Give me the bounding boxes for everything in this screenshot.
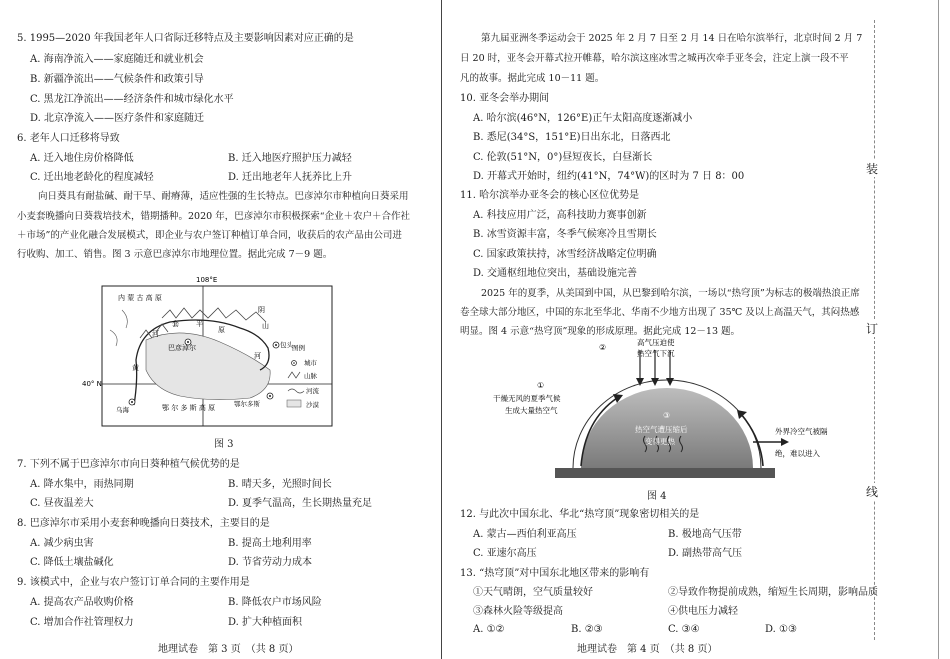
label-wuhai: 乌海 (116, 406, 129, 414)
q12-option-a: A. 蒙古—西伯利亚高压 (473, 529, 577, 540)
label-shan: 山 (262, 322, 269, 330)
q6-option-d: D. 迁出地老年人抚养比上升 (228, 172, 353, 183)
q8-option-c: C. 降低土壤盐碱化 (30, 557, 114, 568)
q9-option-a: A. 提高农产品收购价格 (30, 597, 134, 608)
q10-option-d: D. 开幕式开始时，纽约(41°N，74°W)的区时为 7 日 8：00 (473, 171, 745, 182)
q9-option-d: D. 扩大种植面积 (228, 617, 303, 628)
passage-heat-dome-1: 2025 年的夏季，从美国到中国，从巴黎到哈尔滨，一场以“热穹顶”为标志的极端热浪正席 (481, 288, 860, 299)
right-edge-line (938, 0, 939, 659)
diagram-outside-line2: 绝，难以进入 (775, 449, 820, 458)
q10-option-a: A. 哈尔滨(46°N，126°E)正午太阳高度逐渐减小 (473, 113, 693, 124)
diagram-caption: 图 4 (647, 491, 667, 502)
q11-option-c: C. 国家政策扶持，冰雪经济战略定位明确 (473, 249, 657, 260)
left-footer: 地理试卷 第 3 页 （共 8 页） (158, 644, 299, 655)
q7-option-d: D. 夏季气温高，生长期热量充足 (228, 498, 373, 509)
q12-stem: 12. 与此次中国东北、华北“热穹顶”现象密切相关的是 (460, 509, 700, 520)
q13-option-a: A. ①② (473, 624, 505, 635)
q7-stem: 7. 下列不属于巴彦淖尔市向日葵种植气候优势的是 (17, 459, 240, 470)
label-he: 河 (152, 330, 159, 338)
q12-option-c: C. 亚速尔高压 (473, 548, 537, 559)
label-ping: 平 (196, 320, 203, 328)
label-tao: 套 (172, 320, 179, 328)
q5-option-d: D. 北京净流入——医疗条件和家庭随迁 (30, 113, 205, 124)
binding-ding: 订 (866, 322, 879, 336)
q11-option-d: D. 交通枢纽地位突出，基础设施完善 (473, 268, 638, 279)
q6-option-c: C. 迁出地老龄化的程度减轻 (30, 172, 154, 183)
page-divider (441, 0, 442, 659)
q7-option-c: C. 昼夜温差大 (30, 498, 94, 509)
label-bayannur: 巴彦淖尔 (168, 344, 196, 352)
q13-statement-1: ①天气晴朗，空气质量较好 (473, 587, 593, 598)
passage-sunflower-1: 向日葵具有耐盐碱、耐干旱、耐瘠薄，适应性强的生长特点。巴彦淖尔市种植向日葵采用 (38, 191, 409, 202)
diagram-label-2-line2: 热空气下沉 (637, 349, 675, 358)
q7-option-b: B. 晴天多，光照时间长 (228, 479, 332, 490)
q13-statement-2: ②导致作物提前成熟，缩短生长周期，影响品质 (668, 587, 878, 598)
passage-heat-dome-3: 明显。图 4 示意“热穹顶”现象的形成原理。据此完成 12－13 题。 (460, 326, 741, 337)
q13-option-b: B. ②③ (571, 624, 603, 635)
q13-statement-3: ③森林火险等级提高 (473, 606, 563, 617)
label-river-he: 河 (254, 352, 261, 360)
q6-option-a: A. 迁入地住房价格降低 (30, 153, 134, 164)
diagram-label-1-line2: 生成大量热空气 (505, 406, 558, 415)
q5-option-c: C. 黑龙江净流出——经济条件和城市绿化水平 (30, 94, 234, 105)
legend-desert: 沙漠 (306, 401, 319, 409)
q12-option-b: B. 极地高气压带 (668, 529, 742, 540)
passage-heat-dome-2: 卷全球大部分地区，中国的东北至华北、华南不少地方出现了 35℃ 及以上高温天气，其闷热感 (460, 307, 860, 318)
q10-option-b: B. 悉尼(34°S，151°E)日出东北，日落西北 (473, 132, 671, 143)
diagram-label-3-num: ③ (663, 411, 671, 420)
q10-option-c: C. 伦敦(51°N，0°)昼短夜长，白昼渐长 (473, 152, 653, 163)
diagram-outside-line1: 外界冷空气被隔 (775, 427, 828, 436)
passage-sunflower-2: 小麦套晚播向日葵栽培技术，错期播种。2020 年，巴彦淖尔市积极探索“企业＋农户＋合作社 (17, 211, 411, 222)
q11-stem: 11. 哈尔滨举办亚冬会的核心区位优势是 (460, 190, 640, 201)
diagram-label-2-line1: 高气压迫使 (637, 338, 675, 347)
q10-stem: 10. 亚冬会举办期间 (460, 93, 550, 104)
q13-stem: 13. “热穹顶”对中国东北地区带来的影响有 (460, 568, 650, 579)
diagram-label-3-line2: 变得更热 (645, 437, 675, 446)
q6-option-b: B. 迁入地医疗照护压力减轻 (228, 153, 352, 164)
q6-stem: 6. 老年人口迁移将导致 (17, 133, 120, 144)
map-caption: 图 3 (214, 439, 234, 450)
label-inner-mongolia: 内 蒙 古 高 原 (118, 294, 162, 302)
binding-xian: 线 (866, 485, 879, 499)
q5-option-b: B. 新疆净流出——气候条件和政策引导 (30, 74, 204, 85)
passage-winter-games-1: 第九届亚洲冬季运动会于 2025 年 2 月 7 日至 2 月 14 日在哈尔滨举行，北京时间 2 月 7 (481, 33, 863, 44)
label-baotou: 包头 (280, 341, 293, 349)
label-ordos-plateau: 鄂 尔 多 斯 高 原 (162, 404, 216, 412)
passage-sunflower-3: ＋市场”的产业化融合发展模式，即企业与农户签订种植订单合同，收获后的农产品由公司进 (17, 230, 402, 241)
q7-option-a: A. 降水集中，雨热同期 (30, 479, 134, 490)
diagram-label-3-line1: 热空气遭压缩后 (635, 425, 688, 434)
diagram-label-2-num: ② (599, 343, 607, 352)
heat-dome-diagram (485, 338, 845, 488)
q11-option-b: B. 冰雪资源丰富，冬季气候寒冷且雪期长 (473, 229, 657, 240)
q8-stem: 8. 巴彦淖尔市采用小麦套种晚播向日葵技术，主要目的是 (17, 518, 270, 529)
passage-sunflower-4: 行收购、加工、销售。图 3 示意巴彦淖尔市地理位置。据此完成 7－9 题。 (17, 249, 333, 260)
q9-stem: 9. 该模式中，企业与农户签订订单合同的主要作用是 (17, 577, 250, 588)
passage-winter-games-3: 凡的故事。据此完成 10－11 题。 (460, 73, 605, 84)
label-yuan: 原 (218, 326, 225, 334)
q8-option-d: D. 节省劳动力成本 (228, 557, 313, 568)
q13-option-c: C. ③④ (668, 624, 700, 635)
binding-zhuang: 装 (866, 162, 879, 176)
diagram-label-1-line1: 干燥无风的夏季气候 (493, 394, 561, 403)
legend-title: 图例 (292, 344, 305, 352)
q13-statement-4: ④供电压力减轻 (668, 606, 738, 617)
latitude-label: 40° N (82, 380, 102, 388)
passage-winter-games-2: 日 20 时，亚冬会开幕式拉开帷幕，哈尔滨这座冰雪之城再次牵手亚冬会，注定上演一段不平 (460, 53, 849, 64)
label-yin: 阴 (258, 306, 265, 314)
q8-option-b: B. 提高土地利用率 (228, 538, 312, 549)
q11-option-a: A. 科技应用广泛，高科技助力赛事创新 (473, 210, 647, 221)
label-huang: 黄 (132, 364, 139, 372)
longitude-label: 108°E (196, 276, 218, 284)
legend-river: 河流 (306, 387, 319, 395)
q8-option-a: A. 减少病虫害 (30, 538, 94, 549)
q5-option-a: A. 海南净流入——家庭随迁和就业机会 (30, 54, 204, 65)
diagram-label-1-num: ① (537, 381, 545, 390)
map-figure-3 (82, 270, 340, 432)
legend-city: 城市 (304, 359, 317, 367)
right-footer: 地理试卷 第 4 页 （共 8 页） (577, 644, 718, 655)
q9-option-c: C. 增加合作社管理权力 (30, 617, 134, 628)
q13-option-d: D. ①③ (765, 624, 797, 635)
q12-option-d: D. 副热带高气压 (668, 548, 743, 559)
legend-mountain: 山脉 (304, 372, 317, 380)
q5-stem: 5. 1995—2020 年我国老年人口省际迁移特点及主要影响因素对应正确的是 (17, 33, 354, 44)
label-ordos-city: 鄂尔多斯 (234, 400, 260, 408)
q9-option-b: B. 降低农户市场风险 (228, 597, 322, 608)
